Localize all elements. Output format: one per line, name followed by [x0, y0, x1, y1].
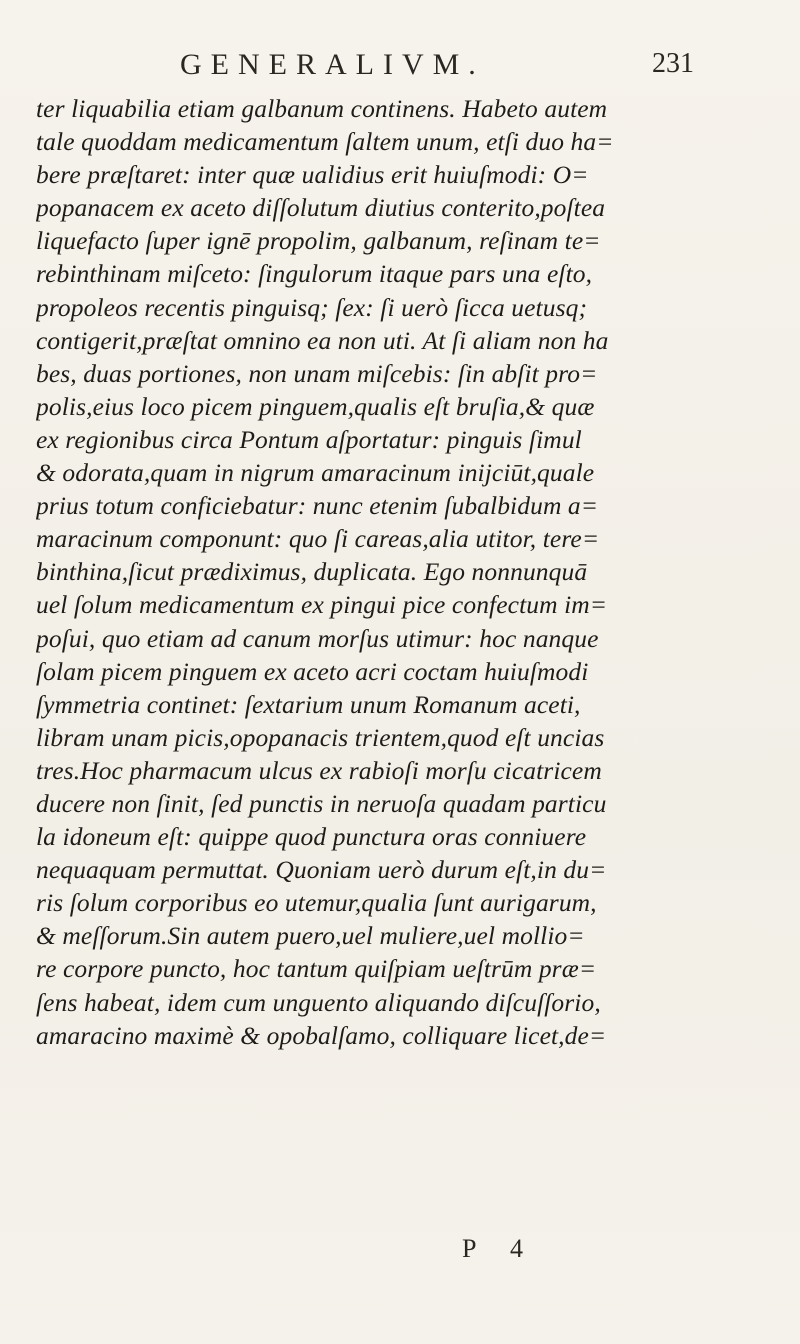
text-line: prius totum conficiebatur: nunc etenim ſubalbidum a= — [36, 491, 599, 521]
text-line: & meſſorum.Sin autem puero,uel muliere,uel mollio= — [36, 921, 585, 951]
text-line: rebinthinam miſceto: ſingulorum itaque pars una eſto, — [36, 259, 593, 289]
text-line: popanacem ex aceto diſſolutum diutius conterito,poſtea — [36, 193, 606, 223]
text-line: ſens habeat, idem cum unguento aliquando diſcuſſorio, — [36, 987, 601, 1017]
text-line: bes, duas portiones, non unam miſcebis: ſin abſit pro= — [36, 358, 598, 388]
text-line: poſui, quo etiam ad canum morſus utimur: hoc nanque — [36, 623, 599, 653]
text-line: amaracino maximè & opobalſamo, colliquare licet,de= — [36, 1020, 607, 1050]
text-line: ducere non ſinit, ſed punctis in neruoſa quadam particu — [36, 788, 607, 818]
text-line: nequaquam permuttat. Quoniam uerò durum eſt,in du= — [36, 855, 607, 885]
text-line: ſolam picem pinguem ex aceto acri coctam huiuſmodi — [36, 656, 589, 686]
text-line: ter liquabilia etiam galbanum continens. Habeto autem — [36, 94, 608, 123]
text-line: maracinum componunt: quo ſi careas,alia utitor, tere= — [36, 524, 600, 554]
text-line: tres.Hoc pharmacum ulcus ex rabioſi morſu cicatricem — [36, 755, 602, 785]
text-line: tale quoddam medicamentum ſaltem unum, etſi duo ha= — [36, 127, 614, 157]
signature-mark: P 4 — [462, 1234, 537, 1263]
text-line: binthina,ſicut prædiximus, duplicata. Ego nonnunquā — [36, 557, 588, 587]
text-line: ris ſolum corporibus eo utemur,qualia ſunt aurigarum, — [36, 888, 597, 918]
text-line: propoleos recentis pinguisq; ſex: ſi uerò ſicca uetusq; — [36, 292, 588, 322]
text-line: liquefacto ſuper ignē propolim, galbanum, reſinam te= — [36, 226, 601, 256]
text-line: la idoneum eſt: quippe quod punctura oras conniuere — [36, 822, 587, 852]
text-line: uel ſolum medicamentum ex pingui pice confectum im= — [36, 590, 608, 620]
text-line: re corpore puncto, hoc tantum quiſpiam ueſtrūm præ= — [36, 954, 597, 984]
text-line: polis,eius loco picem pinguem,qualis eſt bruſia,& quæ — [36, 391, 595, 421]
text-line: contigerit,præſtat omnino ea non uti. At ſi aliam non ha — [36, 325, 609, 355]
page-number: 231 — [652, 48, 694, 79]
text-line: & odorata,quam in nigrum amaracinum inijciūt,quale — [36, 458, 595, 488]
body-text — [36, 92, 736, 1052]
text-line: bere præſtaret: inter quæ ualidius erit huiuſmodi: O= — [36, 160, 589, 190]
text-line: libram unam picis,opopanacis trientem,quod eſt uncias — [36, 722, 605, 752]
text-line: ex regionibus circa Pontum aſportatur: pinguis ſimul — [36, 424, 582, 454]
running-title: GENERALIVM. — [180, 48, 485, 81]
text-line: ſymmetria continet: ſextarium unum Romanum aceti, — [36, 689, 581, 719]
